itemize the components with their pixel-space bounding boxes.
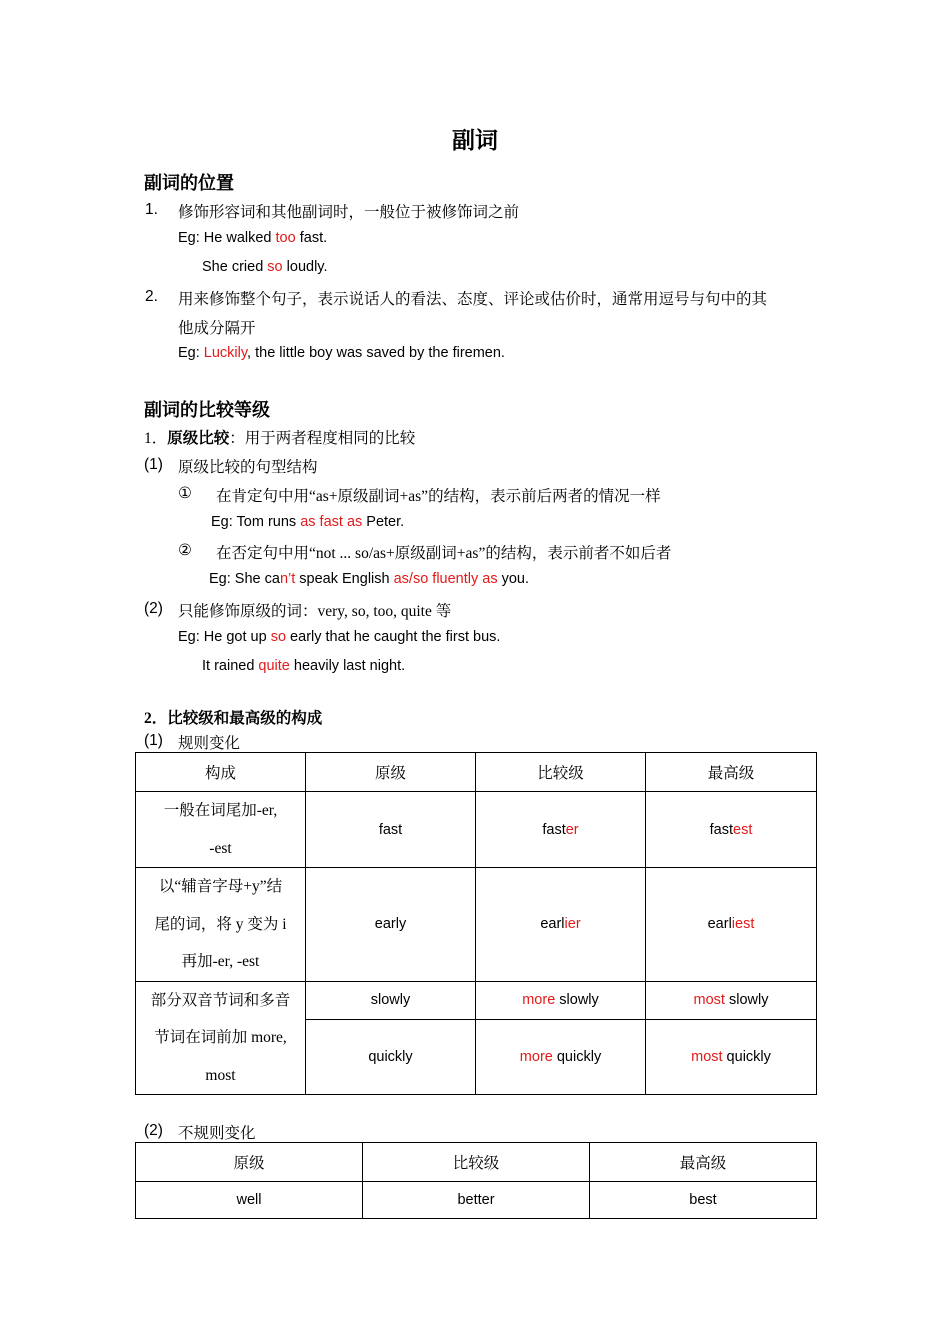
table-header-row [136,753,817,792]
superlative-cell: most quickly [646,1020,817,1095]
table-row [136,1182,817,1219]
rule-cell: 一般在词尾加-er, -est [136,792,306,868]
page-title: 副词 [452,128,498,153]
superlative-cell: earliest [646,868,817,982]
sub-text: 规则变化 [178,735,241,752]
rule-text: 在肯定句中用“as+原级副词+as”的结构，表示前后两者的情况一样 [216,488,661,505]
comparative-cell: earlier [476,868,646,982]
base-cell: early [306,868,476,982]
table-row [136,981,817,1020]
example-sentence: It rained quite heavily last night. [202,658,406,674]
point-heading: 1．原级比较：用于两者程度相同的比较 [144,430,416,447]
highlight: so [267,259,283,275]
example-sentence: Eg: Luckily, the little boy was saved by the firemen. [178,345,505,361]
rule-text: 在否定句中用“not ... so/as+原级副词+as”的结构，表示前者不如后者 [216,545,672,562]
highlight: so [270,629,287,645]
comparative-cell: more slowly [476,981,646,1020]
sub-text: 不规则变化 [178,1125,256,1142]
base-cell: slowly [306,981,476,1020]
rule-cell: 以“辅音字母+y”结 尾的词，将 y 变为 i 再加-er, -est [136,868,306,982]
sub-number: (1) [144,456,163,473]
highlight: as fast as [300,514,363,530]
base-cell: well [136,1182,363,1219]
header-cell: 原级 [306,753,476,792]
example-sentence: Eg: She can’t speak English as/so fluently as you. [209,571,530,587]
highlight: n’t [279,571,296,587]
section-heading-position: 副词的位置 [144,173,234,193]
point-heading: 2．比较级和最高级的构成 [144,710,323,727]
circled-number: ① [178,485,192,502]
highlight: quite [258,658,290,674]
base-cell: fast [306,792,476,868]
regular-change-table [135,752,817,1095]
comparative-cell: faster [476,792,646,868]
sub-number: (2) [144,1122,163,1139]
comparative-cell: more quickly [476,1020,646,1095]
table-row [136,792,817,868]
example-sentence: Eg: He walked too fast. [178,230,328,246]
header-cell: 比较级 [363,1143,590,1182]
superlative-cell: most slowly [646,981,817,1020]
header-cell: 构成 [136,753,306,792]
comparative-cell: better [363,1182,590,1219]
example-sentence: Eg: Tom runs as fast as Peter. [211,514,405,530]
highlight: too [275,230,296,246]
base-cell: quickly [306,1020,476,1095]
circled-number: ② [178,542,192,559]
header-cell: 最高级 [590,1143,817,1182]
item-number: 1. [145,201,158,218]
header-cell: 原级 [136,1143,363,1182]
item-number: 2. [145,288,158,305]
example-sentence: Eg: He got up so early that he caught the first bus. [178,629,501,645]
example-sentence: She cried so loudly. [202,259,328,275]
item-text: 修饰形容词和其他副词时，一般位于被修饰词之前 [178,204,520,221]
rule-cell: 部分双音节词和多音 节词在词前加 more, most [136,981,306,1095]
highlight: as/so fluently as [393,571,498,587]
sub-text: 只能修饰原级的词：very, so, too, quite 等 [178,603,452,620]
table-row [136,868,817,982]
item-text: 他成分隔开 [178,320,256,337]
sub-number: (2) [144,600,163,617]
superlative-cell: best [590,1182,817,1219]
highlight: Luckily [203,345,248,361]
section-heading-comparison: 副词的比较等级 [144,400,270,420]
table-header-row [136,1143,817,1182]
header-cell: 比较级 [476,753,646,792]
sub-number: (1) [144,732,163,749]
superlative-cell: fastest [646,792,817,868]
sub-text: 原级比较的句型结构 [178,459,318,476]
irregular-change-table [135,1142,817,1219]
header-cell: 最高级 [646,753,817,792]
item-text: 用来修饰整个句子，表示说话人的看法、态度、评论或估价时，通常用逗号与句中的其 [178,291,768,308]
